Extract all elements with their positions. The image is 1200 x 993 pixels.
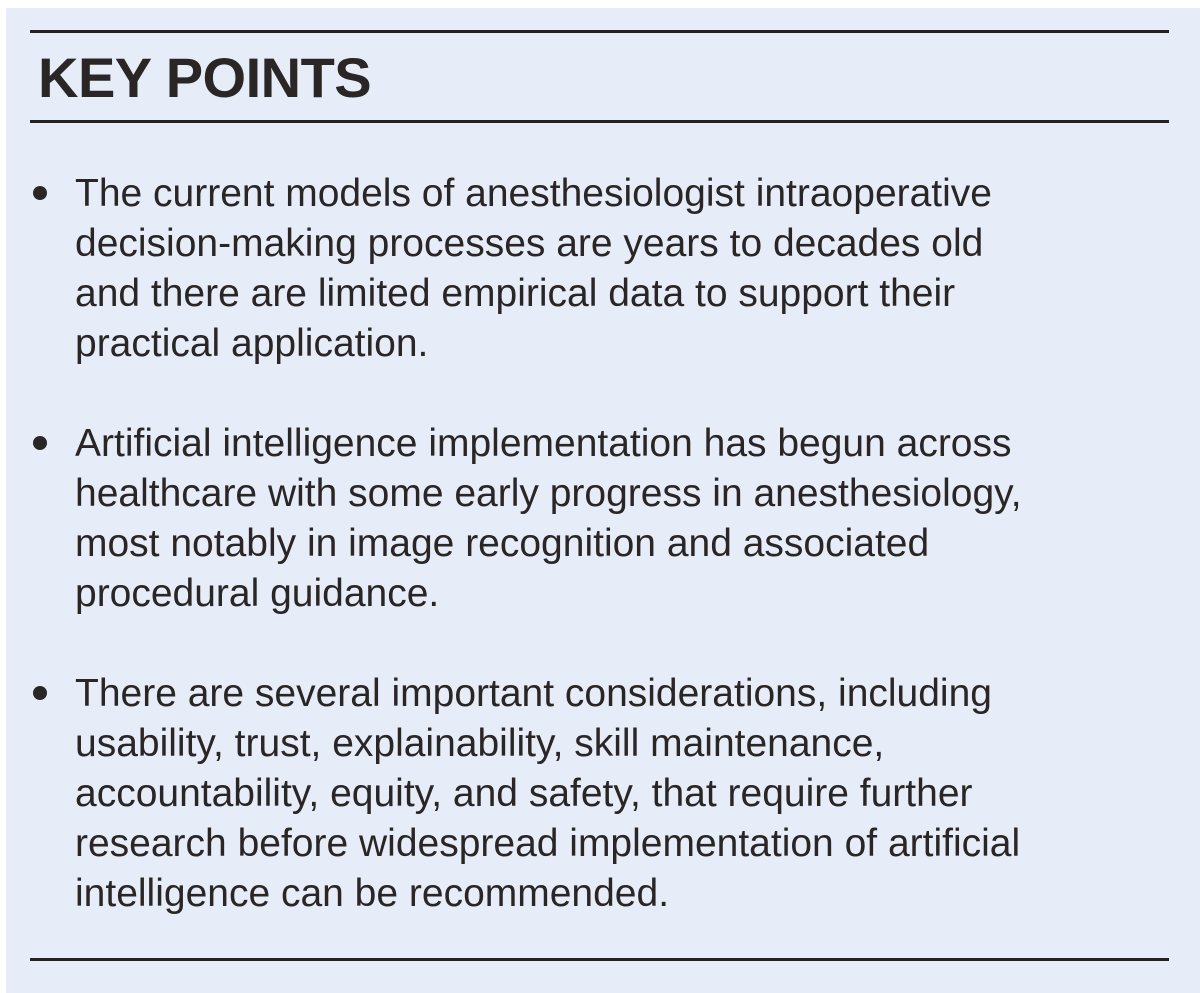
bullet-item [75,419,1200,619]
bullet-line: practical application. [75,321,429,365]
bullet-line: and there are limited empirical data to support their [75,271,956,315]
bullet-text [75,169,1200,369]
bullet-line: decision-making processes are years to decades old [75,221,984,265]
panel-title: KEY POINTS [38,46,372,109]
bullet-line: most notably in image recognition and associated [75,521,930,565]
bullet-dot-icon [33,436,47,450]
bullet-item [75,669,1200,919]
bullet-line: healthcare with some early progress in anesthesiology, [75,471,1022,515]
key-points-panel [6,8,1200,993]
bullet-line: The current models of anesthesiologist intraoperative [75,171,992,215]
top-rule [30,30,1169,33]
bullet-line: procedural guidance. [75,571,440,615]
bullet-item [75,169,1200,369]
bullet-dot-icon [33,686,47,700]
bullet-text [75,419,1200,619]
title-underline-rule [30,120,1169,123]
bullet-line: usability, trust, explainability, skill maintenance, [75,721,885,765]
bullet-line: intelligence can be recommended. [75,871,670,915]
bullet-list [6,169,1200,919]
bullet-line: accountability, equity, and safety, that require further [75,771,973,815]
bullet-text [75,669,1200,919]
bullet-line: research before widespread implementation of artificial [75,821,1021,865]
bullet-dot-icon [33,186,47,200]
bottom-rule [30,958,1169,961]
bullet-line: There are several important considerations, including [75,671,992,715]
bullet-line: Artificial intelligence implementation has begun across [75,421,1012,465]
